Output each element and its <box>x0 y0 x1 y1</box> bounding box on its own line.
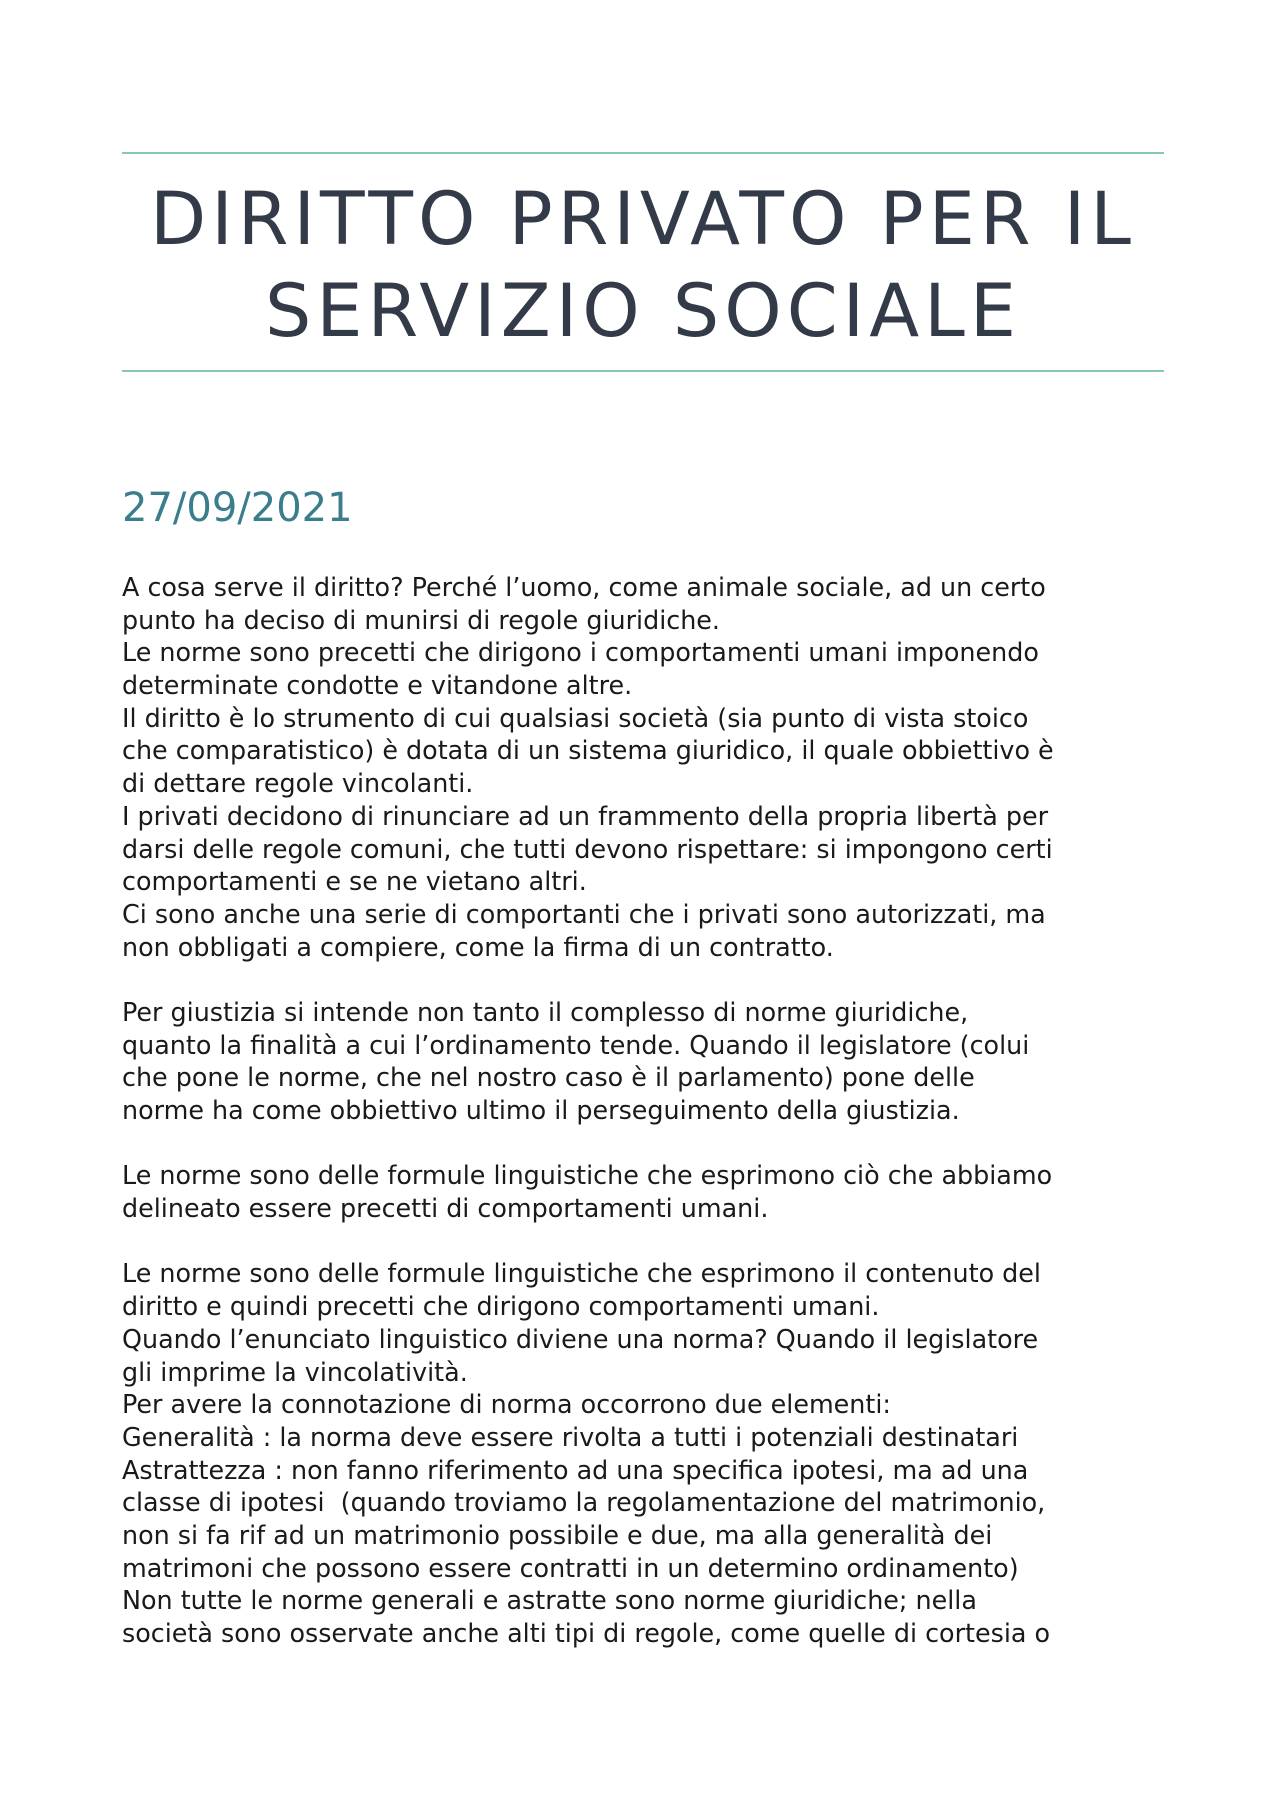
text-line: Generalità : la norma deve essere rivolta a tutti i potenziali destinatari <box>122 1421 1019 1452</box>
text-line: società sono osservate anche alti tipi di regole, come quelle di cortesia o <box>122 1618 1051 1648</box>
text-line: norme ha come obbiettivo ultimo il perseguimento della giustizia. <box>122 1095 960 1125</box>
title-block <box>122 152 1164 372</box>
text-line: A cosa serve il diritto? Perché l’uomo, come animale sociale, ad un certo <box>122 572 1046 602</box>
text-line: Astrattezza : non fanno riferimento ad una specifica ipotesi, ma ad una <box>122 1454 1029 1485</box>
document-title <box>122 174 1164 358</box>
text-line: diritto e quindi precetti che dirigono comportamenti umani. <box>122 1291 880 1322</box>
text-line: determinate condotte e vitandone altre. <box>122 670 633 701</box>
text-line: Le norme sono delle formule linguistiche che esprimono il contenuto del <box>122 1258 1041 1289</box>
text-line: comportamenti e se ne vietano altri. <box>122 866 587 897</box>
text-line: punto ha deciso di munirsi di regole giuridiche. <box>122 604 720 635</box>
text-line: che comparatistico) è dotata di un sistema giuridico, il quale obbiettivo è <box>122 735 1054 766</box>
text-line: Le norme sono delle formule linguistiche che esprimono ciò che abbiamo <box>122 1160 1053 1191</box>
text-line: darsi delle regole comuni, che tutti devono rispettare: si impongono certi <box>122 833 1053 864</box>
text-line: delineato essere precetti di comportamenti umani. <box>122 1193 769 1224</box>
text-line: non obbligati a compiere, come la firma di un contratto. <box>122 931 834 962</box>
text-line: Per avere la connotazione di norma occorrono due elementi: <box>122 1389 891 1420</box>
text-line: Ci sono anche una serie di comportanti che i privati sono autorizzati, ma <box>122 898 1046 929</box>
text-line: Le norme sono precetti che dirigono i comportamenti umani imponendo <box>122 637 1039 668</box>
text-line: gli imprime la vincolatività. <box>122 1356 468 1387</box>
text-line: di dettare regole vincolanti. <box>122 768 474 799</box>
title-line-2: SERVIZIO SOCIALE <box>265 269 1021 354</box>
title-line-1: DIRITTO PRIVATO PER IL <box>150 177 1136 262</box>
blank-line <box>122 963 1182 996</box>
blank-line <box>122 1127 1182 1160</box>
text-line: quanto la finalità a cui l’ordinamento tende. Quando il legislatore (colui <box>122 1029 1030 1060</box>
text-line: che pone le norme, che nel nostro caso è il parlamento) pone delle <box>122 1062 975 1093</box>
text-line: Per giustizia si intende non tanto il complesso di norme giuridiche, <box>122 996 969 1027</box>
title-top-divider <box>122 152 1164 154</box>
text-line: Il diritto è lo strumento di cui qualsiasi società (sia punto di vista stoico <box>122 702 1029 733</box>
text-line: Quando l’enunciato linguistico diviene una norma? Quando il legislatore <box>122 1323 1039 1354</box>
text-line: I privati decidono di rinunciare ad un frammento della propria libertà per <box>122 800 1049 831</box>
text-line: Non tutte le norme generali e astratte sono norme giuridiche; nella <box>122 1585 977 1616</box>
text-line: classe di ipotesi (quando troviamo la regolamentazione del matrimonio, <box>122 1487 1046 1518</box>
text-line: non si fa rif ad un matrimonio possibile e due, ma alla generalità dei <box>122 1519 993 1550</box>
blank-line <box>122 1225 1182 1258</box>
title-bottom-divider <box>122 370 1164 372</box>
body-text <box>122 571 1182 1650</box>
text-line: matrimoni che possono essere contratti in un determino ordinamento) <box>122 1552 1019 1583</box>
section-date-heading: 27/09/2021 <box>122 485 353 531</box>
